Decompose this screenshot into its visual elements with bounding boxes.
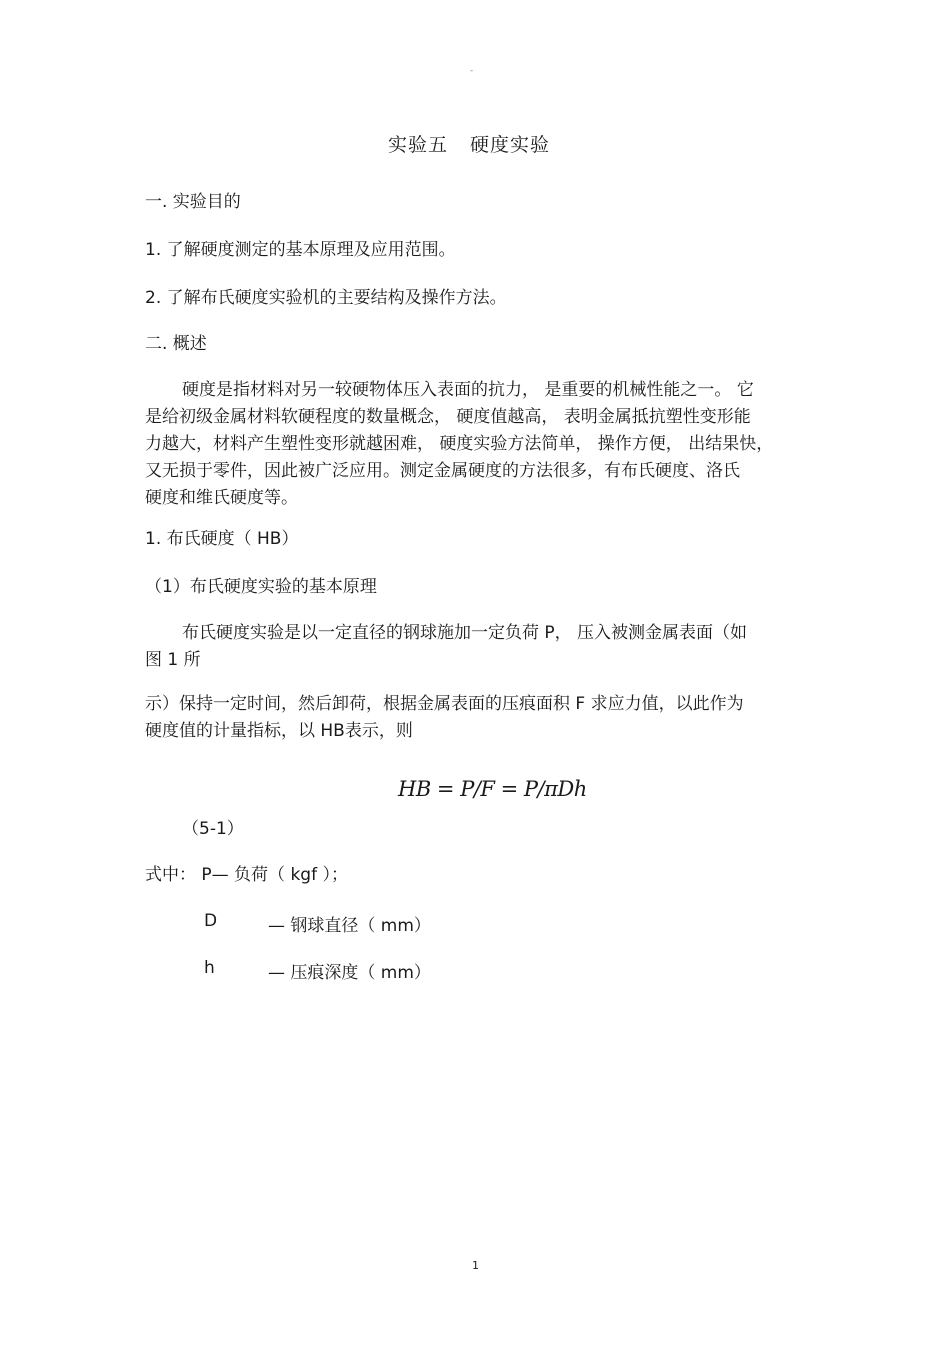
- principle-line-1: 布氏硬度实验是以一定直径的钢球施加一定负荷 P， 压入被测金属表面（如: [182, 623, 748, 643]
- principle-paragraph-a: [145, 620, 810, 674]
- objective-item-2: 2. 了解布氏硬度实验机的主要结构及操作方法。: [145, 288, 507, 308]
- definition-symbol-h: h: [204, 958, 215, 978]
- page-number: 1: [472, 1259, 479, 1272]
- definition-desc-h: — 压痕深度（ mm）: [268, 963, 431, 983]
- section-heading-objectives: 一. 实验目的: [145, 192, 241, 212]
- principle-line-2: 图 1 所: [145, 650, 201, 670]
- overview-line-1: 硬度是指材料对另一较硬物体压入表面的抗力， 是重要的机械性能之一。 它: [182, 380, 754, 400]
- definition-symbol-D: D: [204, 911, 218, 931]
- formula-number: （5-1）: [182, 819, 244, 839]
- principle-heading: （1）布氏硬度实验的基本原理: [145, 577, 377, 597]
- header-mark: -: [470, 66, 474, 76]
- objective-item-1: 1. 了解硬度测定的基本原理及应用范围。: [145, 240, 456, 260]
- title-part-1: 实验五: [388, 134, 449, 156]
- brinell-heading: 1. 布氏硬度（ HB）: [145, 529, 299, 549]
- overview-line-5: 硬度和维氏硬度等。: [145, 488, 298, 508]
- principle-line-4: 硬度值的计量指标，以 HB表示，则: [145, 721, 413, 741]
- hardness-formula: HB = P/F = P/πDh: [398, 777, 587, 801]
- overview-line-3: 力越大，材料产生塑性变形就越困难， 硬度实验方法简单， 操作方便， 出结果快，: [145, 434, 774, 454]
- section-heading-overview: 二. 概述: [145, 334, 207, 354]
- principle-line-3: 示）保持一定时间，然后卸荷，根据金属表面的压痕面积 F 求应力值，以此作为: [145, 694, 744, 714]
- overview-paragraph: [145, 377, 810, 512]
- principle-paragraph-b: [145, 691, 810, 745]
- where-line: 式中： P— 负荷（ kgf ）；: [145, 865, 348, 885]
- overview-line-4: 又无损于零件，因此被广泛应用。测定金属硬度的方法很多，有布氏硬度、洛氏: [145, 461, 740, 481]
- overview-line-2: 是给初级金属材料软硬程度的数量概念， 硬度值越高， 表明金属抵抗塑性变形能: [145, 407, 751, 427]
- page-title: [388, 130, 550, 157]
- title-part-2: 硬度实验: [470, 134, 551, 156]
- definition-desc-D: — 钢球直径（ mm）: [268, 916, 431, 936]
